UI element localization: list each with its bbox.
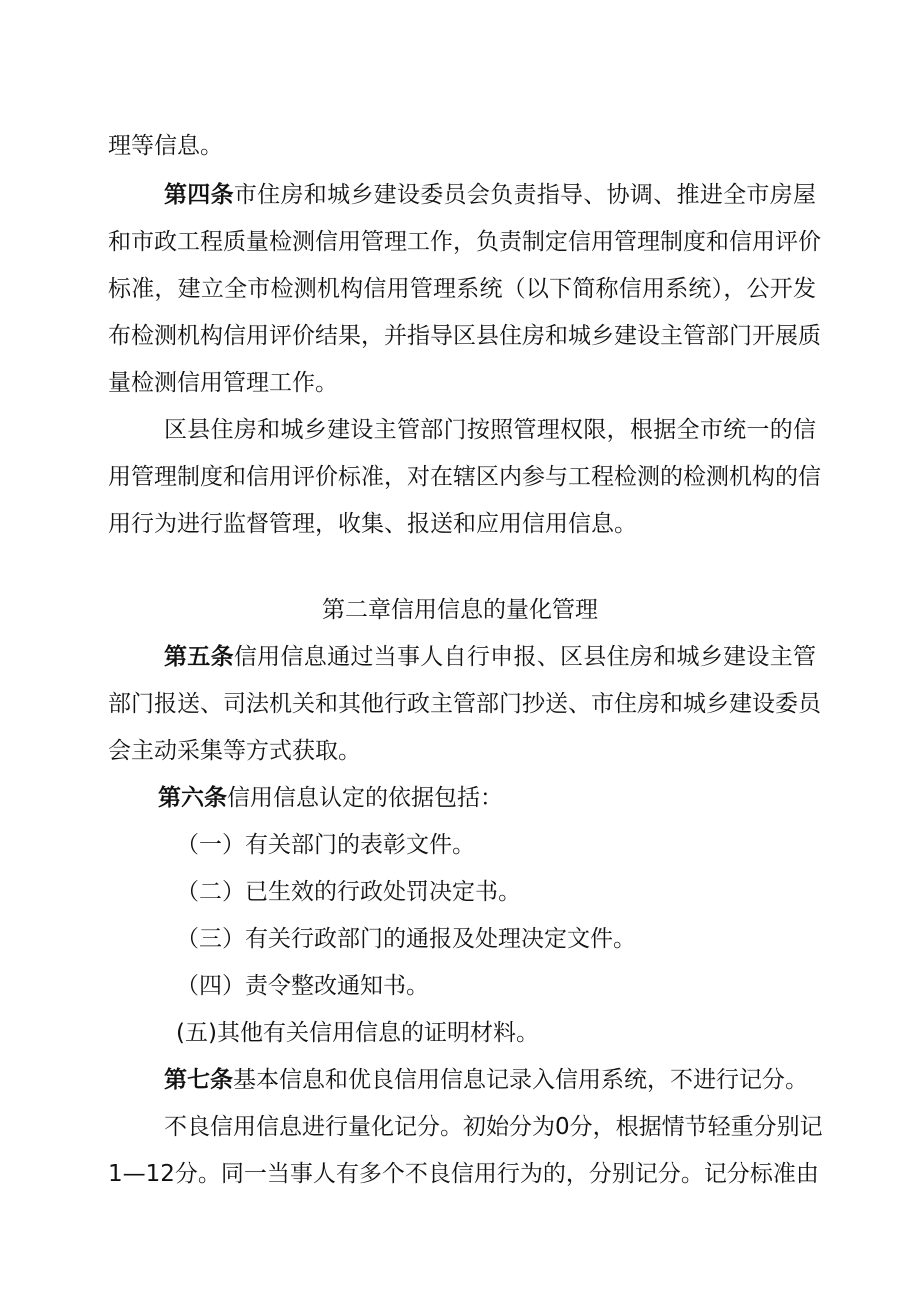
text-line: 不良信用信息进行量化记分。初始分为0分，根据情节轻重分别记 [164,1114,823,1140]
article-7-line [164,1064,808,1096]
text-line: 和市政工程质量检测信用管理工作，负责制定信用管理制度和信用评价 [108,229,821,255]
text-line: 区县住房和城乡建设主管部门按照管理权限，根据全市统一的信 [164,417,816,443]
text-line: 1—12分。同一当事人有多个不良信用行为的，分别记分。记分标准由 [108,1161,819,1187]
article-5-line [108,641,816,673]
text-span: 信用信息认定的依据包括： [227,785,503,811]
article-label: 第五条 [164,644,234,670]
chapter-heading: 第二章信用信息的量化管理 [322,597,598,623]
list-item: (五)其他有关信用信息的证明材料。 [176,1020,539,1046]
text-line: 布检测机构信用评价结果，并指导区县住房和城乡建设主管部门开展质 [108,323,821,349]
text-line: 用管理制度和信用评价标准，对在辖区内参与工程检测的检测机构的信 [108,464,821,490]
article-label: 第六条 [158,785,227,811]
text-line: 理等信息。 [108,133,223,159]
text-line: 量检测信用管理工作。 [108,370,338,396]
article-label: 第七条 [164,1067,233,1093]
list-item: （一）有关部门的表彰文件。 [176,832,475,858]
text-line: 会主动采集等方式获取。 [108,738,361,764]
article-label: 第四条 [164,182,234,208]
list-item: （三）有关行政部门的通报及处理决定文件。 [176,926,636,952]
text-line: 标准，建立全市检测机构信用管理系统（以下简称信用系统），公开发 [108,276,816,302]
list-item: （四）责令整改通知书。 [176,973,429,999]
text-span: 信用信息通过当事人自行申报、区县住房和城乡建设主管 [233,644,817,670]
text-line: 用行为进行监督管理，收集、报送和应用信用信息。 [108,511,637,537]
text-line: 部门报送、司法机关和其他行政主管部门抄送、市住房和城乡建设委员 [108,691,821,717]
article-6-line [158,782,503,814]
article-4-line [108,179,816,211]
list-item: （二）已生效的行政处罚决定书。 [176,879,521,905]
text-span: 市住房和城乡建设委员会负责指导、协调、推进全市房屋 [233,182,817,208]
text-span: 基本信息和优良信用信息记录入信用系统，不进行记分。 [233,1067,808,1093]
